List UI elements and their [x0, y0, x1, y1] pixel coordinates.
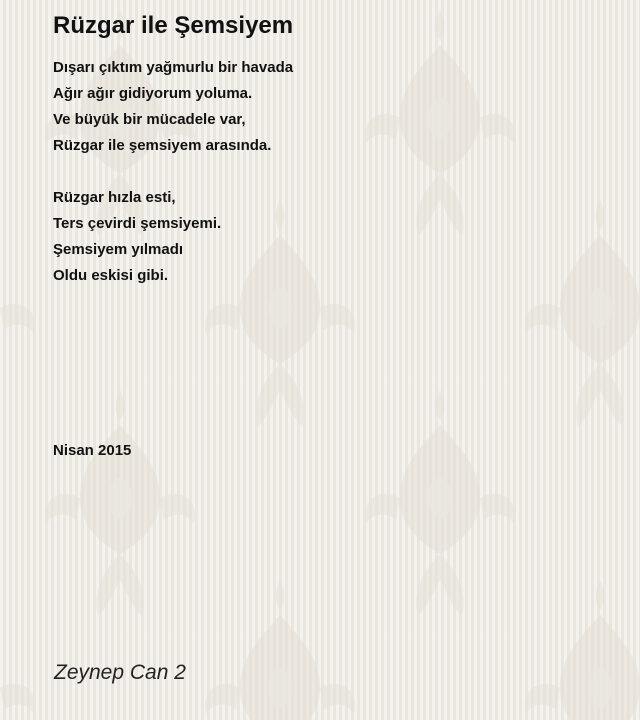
- poem-author: Zeynep Can 2: [54, 661, 186, 684]
- poem-title: Rüzgar ile Şemsiyem: [53, 12, 294, 39]
- poem-date: Nisan 2015: [53, 442, 132, 459]
- poem-stanza-2: [53, 185, 221, 289]
- poem-line: Rüzgar ile şemsiyem arasında.: [53, 137, 272, 154]
- poem-line: Şemsiyem yılmadı: [53, 241, 184, 258]
- poem-line: Ağır ağır gidiyorum yoluma.: [53, 85, 253, 102]
- poem-line: Dışarı çıktım yağmurlu bir havada: [53, 59, 294, 76]
- poem-line: Rüzgar hızla esti,: [53, 189, 176, 206]
- poem-line: Ve büyük bir mücadele var,: [53, 111, 246, 128]
- poem-stanza-1: [53, 55, 293, 159]
- poem-line: Oldu eskisi gibi.: [53, 267, 169, 284]
- poem-line: Ters çevirdi şemsiyemi.: [53, 215, 222, 232]
